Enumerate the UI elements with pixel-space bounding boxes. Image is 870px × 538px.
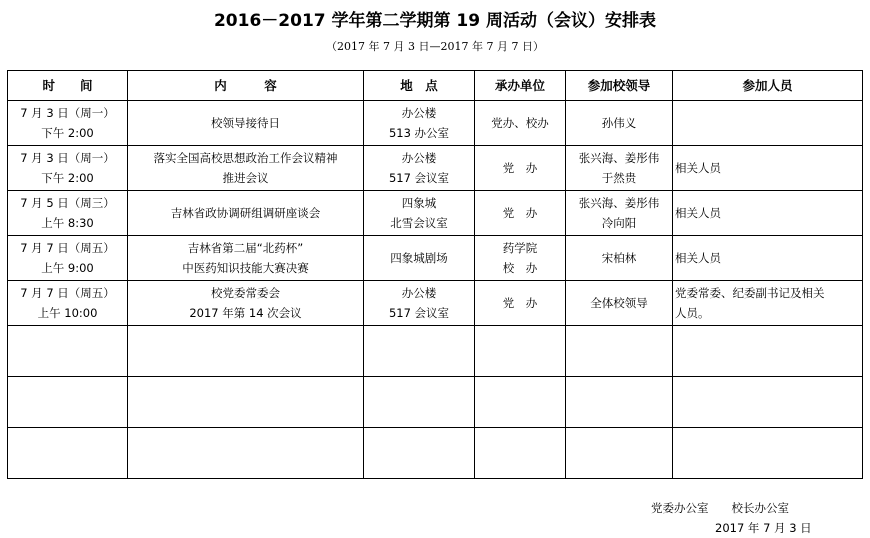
cell-content-line: 落实全国高校思想政治工作会议精神 <box>153 151 338 165</box>
cell-attendees-line: 相关人员 <box>675 161 721 175</box>
cell-leaders-line: 于然贵 <box>601 171 637 185</box>
cell-time-line: 7 月 7 日（周五） <box>20 286 115 300</box>
cell-organizer-line: 党办、校办 <box>491 116 549 130</box>
empty-cell <box>566 428 673 479</box>
cell-attendees <box>673 191 863 236</box>
cell-leaders <box>566 281 673 326</box>
cell-time-line: 上午 10:00 <box>37 306 98 320</box>
header-attendees: 参加人员 <box>673 71 863 101</box>
cell-time-line: 下午 2:00 <box>41 171 94 185</box>
cell-content <box>128 101 364 146</box>
cell-attendees-line: 人员。 <box>675 306 710 320</box>
cell-leaders-line: 张兴海、姜彤伟 <box>578 151 660 165</box>
cell-time-line: 上午 9:00 <box>41 261 94 275</box>
cell-leaders-line: 冷向阳 <box>601 216 637 230</box>
cell-location-line: 办公楼 <box>401 286 437 300</box>
empty-cell <box>475 377 566 428</box>
cell-location <box>364 146 475 191</box>
cell-attendees-line: 相关人员 <box>675 206 721 220</box>
cell-location-line: 办公楼 <box>401 151 437 165</box>
table-row <box>8 236 863 281</box>
cell-location-line: 517 会议室 <box>388 306 450 320</box>
empty-cell <box>364 377 475 428</box>
empty-cell <box>566 377 673 428</box>
cell-attendees-line: 相关人员 <box>675 251 721 265</box>
cell-time-line: 7 月 5 日（周三） <box>20 196 115 210</box>
cell-leaders <box>566 236 673 281</box>
cell-time-line: 7 月 3 日（周一） <box>20 106 115 120</box>
footer-date: 2017 年 7 月 3 日 <box>715 521 812 535</box>
table-row <box>8 146 863 191</box>
header-organizer: 承办单位 <box>475 71 566 101</box>
cell-content <box>128 191 364 236</box>
cell-content-line: 校党委常委会 <box>211 286 280 300</box>
empty-cell <box>475 428 566 479</box>
empty-cell <box>128 326 364 377</box>
cell-content-line: 2017 年第 14 次会议 <box>189 306 302 320</box>
empty-cell <box>673 326 863 377</box>
cell-organizer <box>475 191 566 236</box>
cell-content-line: 吉林省第二届“北药杯” <box>187 241 304 255</box>
cell-leaders-line: 张兴海、姜彤伟 <box>578 196 660 210</box>
cell-organizer-line: 党 办 <box>502 206 538 220</box>
cell-organizer <box>475 281 566 326</box>
cell-time-line: 下午 2:00 <box>41 126 94 140</box>
cell-organizer-line: 药学院 <box>502 241 538 255</box>
cell-leaders-line: 孙伟义 <box>601 116 637 130</box>
cell-time <box>8 191 128 236</box>
cell-attendees-line: 党委常委、纪委副书记及相关 <box>675 286 825 300</box>
table-header-row <box>8 71 863 101</box>
cell-leaders <box>566 191 673 236</box>
cell-content-line: 校领导接待日 <box>211 116 280 130</box>
cell-content <box>128 146 364 191</box>
cell-content-line: 推进会议 <box>222 171 269 185</box>
cell-location <box>364 281 475 326</box>
date-range-subtitle: （2017 年 7 月 3 日—2017 年 7 月 7 日） <box>326 40 544 53</box>
cell-location-line: 四象城 <box>401 196 437 210</box>
cell-organizer <box>475 101 566 146</box>
cell-location <box>364 101 475 146</box>
schedule-table <box>7 70 863 479</box>
cell-content <box>128 281 364 326</box>
empty-cell <box>475 326 566 377</box>
empty-table-row <box>8 326 863 377</box>
empty-cell <box>8 428 128 479</box>
cell-time-line: 7 月 7 日（周五） <box>20 241 115 255</box>
cell-time <box>8 281 128 326</box>
cell-leaders-line: 全体校领导 <box>590 296 648 310</box>
cell-content-line: 中医药知识技能大赛决赛 <box>182 261 309 275</box>
cell-attendees <box>673 281 863 326</box>
header-leaders: 参加校领导 <box>566 71 673 101</box>
empty-cell <box>364 326 475 377</box>
cell-location <box>364 236 475 281</box>
table-row <box>8 281 863 326</box>
cell-location-line: 办公楼 <box>401 106 437 120</box>
cell-attendees <box>673 236 863 281</box>
cell-time-line: 7 月 3 日（周一） <box>20 151 115 165</box>
table-row <box>8 191 863 236</box>
empty-table-row <box>8 377 863 428</box>
header-content: 内 容 <box>128 71 364 101</box>
empty-cell <box>566 326 673 377</box>
cell-leaders <box>566 101 673 146</box>
cell-time <box>8 146 128 191</box>
empty-table-row <box>8 428 863 479</box>
table-row <box>8 101 863 146</box>
empty-cell <box>8 326 128 377</box>
cell-organizer <box>475 236 566 281</box>
cell-attendees <box>673 146 863 191</box>
cell-leaders-line: 宋柏林 <box>601 251 637 265</box>
cell-location <box>364 191 475 236</box>
cell-organizer-line: 党 办 <box>502 296 538 310</box>
cell-content <box>128 236 364 281</box>
cell-location-line: 北雪会议室 <box>390 216 448 230</box>
header-location: 地 点 <box>364 71 475 101</box>
cell-time <box>8 101 128 146</box>
cell-time-line: 上午 8:30 <box>41 216 94 230</box>
empty-cell <box>8 377 128 428</box>
empty-cell <box>128 377 364 428</box>
cell-organizer-line: 校 办 <box>502 261 538 275</box>
header-time: 时 间 <box>8 71 128 101</box>
document-title: 2016－2017 学年第二学期第 19 周活动（会议）安排表 <box>213 11 657 31</box>
empty-cell <box>128 428 364 479</box>
cell-attendees <box>673 101 863 146</box>
cell-organizer-line: 党 办 <box>502 161 538 175</box>
cell-location-line: 517 会议室 <box>388 171 450 185</box>
cell-location-line: 四象城剧场 <box>390 251 448 265</box>
cell-time <box>8 236 128 281</box>
empty-cell <box>364 428 475 479</box>
cell-organizer <box>475 146 566 191</box>
cell-location-line: 513 办公室 <box>388 126 450 140</box>
empty-cell <box>673 377 863 428</box>
cell-content-line: 吉林省政协调研组调研座谈会 <box>170 206 321 220</box>
empty-cell <box>673 428 863 479</box>
cell-leaders <box>566 146 673 191</box>
footer-offices: 党委办公室 校长办公室 <box>651 501 789 515</box>
